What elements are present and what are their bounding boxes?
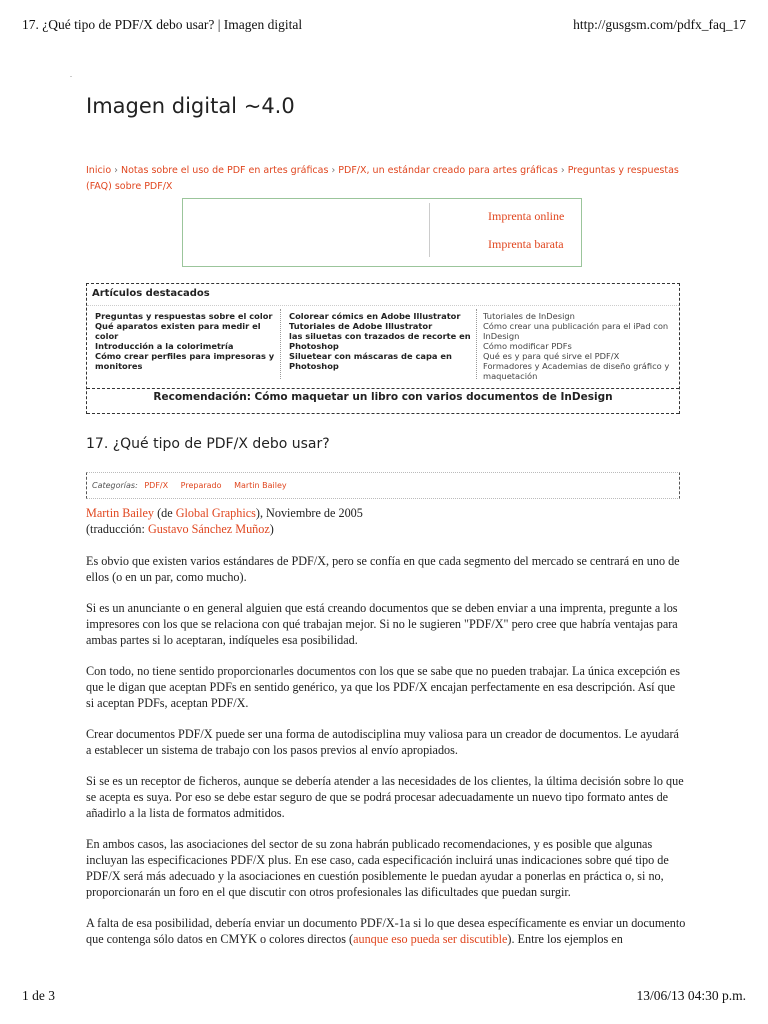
featured-divider [87,305,679,306]
breadcrumb-item-pdf-notes[interactable]: Notas sobre el uso de PDF en artes gráficas [121,165,329,176]
featured-bottom-border [87,413,679,414]
print-page-title: 17. ¿Qué tipo de PDF/X debo usar? | Imagen digital [22,17,303,32]
breadcrumb [86,163,686,195]
byline-date: ), Noviembre de 2005 [255,506,363,520]
print-footer [22,988,746,1004]
featured-column-2 [289,311,474,371]
author-link[interactable]: Martin Bailey [86,506,155,520]
featured-link[interactable]: Tutoriales de Adobe Illustrator [289,321,433,331]
site-title[interactable] [86,94,295,118]
print-datetime: 13/06/13 04:30 p.m. [636,988,746,1003]
featured-link[interactable]: Cómo crear perfiles para impresoras y monitores [95,351,275,371]
site-title-text: Imagen digital [86,94,238,118]
category-link[interactable]: Preparado [180,481,222,490]
featured-link[interactable]: Siluetear con máscaras de capa en Photoshop [289,351,452,371]
company-link[interactable]: Global Graphics [175,506,256,520]
page-count: 1 de 3 [22,988,55,1003]
translation-suffix: ) [269,522,274,536]
breadcrumb-item-faq[interactable]: Preguntas y respuestas (FAQ) sobre PDF/X [86,165,679,192]
byline [86,505,686,537]
column-divider [476,309,477,379]
paragraph: Con todo, no tiene sentido proporcionarles documentos con los que se sabe que no pueden trabajar. La única excepción es que le digan que aceptan PDFs en sentido genérico, ya que los PDF/X encajan perfectamente en esa descripción. Así que si aceptan PDFs, aceptan PDF/X. [86,664,680,710]
featured-link[interactable]: Colorear cómics en Adobe Illustrator [289,311,461,321]
featured-link[interactable]: Qué aparatos existen para medir el color [95,321,261,341]
categories-label: Categorías: [92,481,138,490]
breadcrumb-separator: › [560,165,565,176]
featured-column-3 [483,311,679,381]
featured-link[interactable]: Qué es y para qué sirve el PDF/X [483,351,620,361]
category-link[interactable]: Martin Bailey [234,481,287,490]
paragraph [86,915,686,947]
breadcrumb-item-home[interactable]: Inicio [86,165,112,176]
ad-link-imprenta-barata[interactable]: Imprenta barata [488,237,564,251]
column-divider [280,309,281,379]
featured-link[interactable]: Preguntas y respuestas sobre el color [95,311,273,321]
featured-link[interactable]: Formadores y Academias de diseño gráfico y maquetación [483,361,670,381]
print-header [22,17,746,33]
featured-column-1 [95,311,275,371]
featured-link[interactable]: Tutoriales de InDesign [483,311,575,321]
article-body [86,505,686,962]
categories-box [86,472,680,499]
inline-link[interactable]: aunque eso pueda ser discutible [353,932,508,946]
featured-link[interactable]: las siluetas con trazados de recorte en Photoshop [289,331,471,351]
translator-link[interactable]: Gustavo Sánchez Muñoz [147,522,270,536]
breadcrumb-separator: › [331,165,336,176]
featured-link[interactable]: Cómo modificar PDFs [483,341,572,351]
translation-prefix: (traducción: [86,522,148,536]
category-link[interactable]: PDF/X [144,481,169,490]
decorative-dot [70,76,72,77]
recommendation-divider [87,388,679,389]
print-url: http://gusgsm.com/pdfx_faq_17 [573,17,746,32]
paragraph: Es obvio que existen varios estándares de PDF/X, pero se confía en que cada segmento del mercado se centrará en uno de ellos (o en un par, como mucho). [86,554,680,584]
ad-link-imprenta-online[interactable]: Imprenta online [488,209,565,223]
paragraph-text: A falta de esa posibilidad, debería enviar un documento PDF/X-1a si lo que desea específicamente es enviar un documento que contenga sólo datos en CMYK o colores directos ( [86,916,686,946]
paragraph-text: ). Entre los ejemplos en [507,932,623,946]
paragraph: Crear documentos PDF/X puede ser una forma de autodisciplina muy valiosa para un creador de documentos. Le ayudará a establecer un sistema de trabajo con los pasos previos al envío apropiados. [86,727,679,757]
featured-link[interactable]: Introducción a la colorimetría [95,341,234,351]
recommendation-link[interactable]: Recomendación: Cómo maquetar un libro con varios documentos de InDesign [153,391,613,403]
breadcrumb-separator: › [114,165,118,176]
paragraph: Si se es un receptor de ficheros, aunque se debería atender a las necesidades de los clientes, la última decisión sobre lo que se acepta es suya. Por eso se debe estar seguro de que se podrá procesar adecuadamente un nuevo tipo formato antes de añadirlo a la lista de formatos admitidos. [86,774,684,820]
featured-heading: Artículos destacados [92,288,210,299]
paragraph: Si es un anunciante o en general alguien que está creando documentos que se deben enviar a una imprenta, pregunte a los impresores con los que se relaciona con qué trabajan mejor. Si no le sugieren "PDF/X" pero cree que habría ventajas para ambas partes si lo aceptaran, indíqueles esa posibilidad. [86,601,678,647]
article-title: 17. ¿Qué tipo de PDF/X debo usar? [86,436,330,452]
site-version: ~4.0 [243,94,295,118]
ad-box [182,198,582,267]
featured-link[interactable]: Cómo crear una publicación para el iPad con InDesign [483,321,669,341]
breadcrumb-item-pdfx[interactable]: PDF/X, un estándar creado para artes gráficas [338,165,558,176]
ad-divider [429,203,430,257]
paragraph: En ambos casos, las asociaciones del sector de su zona habrán publicado recomendaciones, y es posible que algunas incluyan las especificaciones PDF/X plus. En ese caso, cada especificación incluirá unas indicaciones sobre qué tipo de PDF/X será más adecuado y la asociaciones en cuestión posiblemente le puedan ayudar a ponerlas en práctica o, si no, proporcionarán un foro en el que discutir con otros profesionales las dificultades que puedan surgir. [86,837,669,899]
featured-articles-box [86,283,680,414]
byline-text: (de [157,506,176,520]
